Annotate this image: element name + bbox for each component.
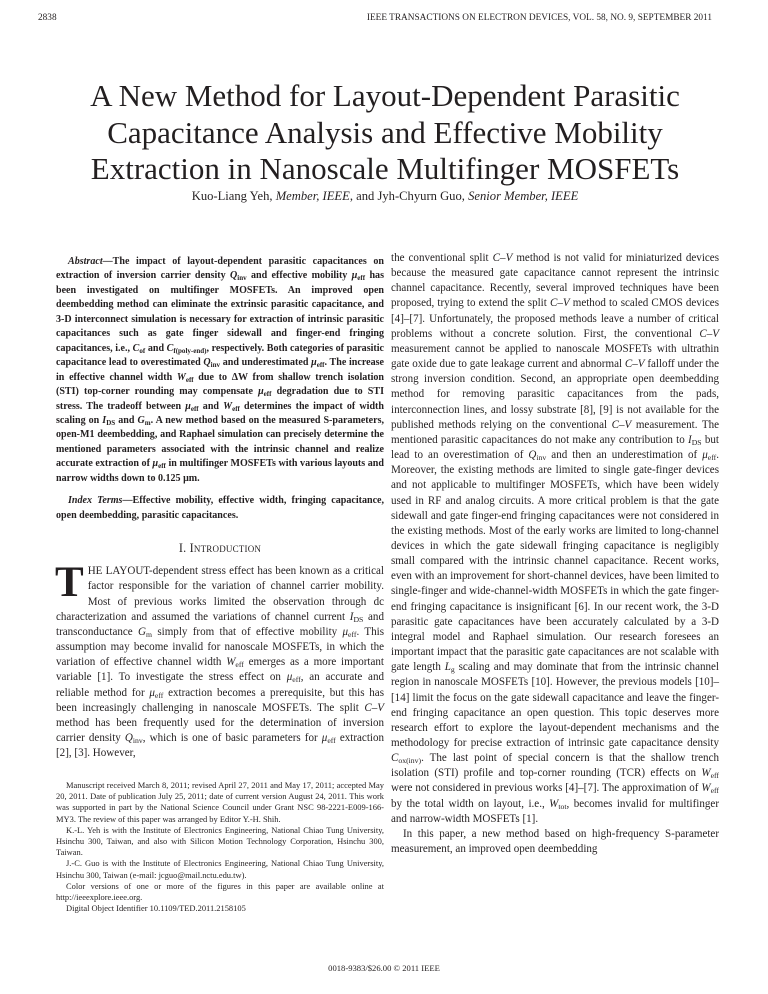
title-line: A New Method for Layout-Dependent Parasitic: [90, 78, 680, 113]
running-header: IEEE TRANSACTIONS ON ELECTRON DEVICES, VOL. 58, NO. 9, SEPTEMBER 2011: [366, 13, 712, 23]
abstract-label: Abstract: [68, 256, 103, 267]
copyright-line: 0018-9383/$26.00 © 2011 IEEE: [328, 963, 440, 973]
footnote: K.-L. Yeh is with the Institute of Electronics Engineering, National Chiao Tung University, Hsinchu 300, Taiwan, and also with Silicon Motion Technology Corporation, Hsinchu 300, Taiwan.: [56, 824, 384, 858]
abstract-text: —The impact of layout-dependent parasitic capacitances on extraction of inversion carrier density $Q_{inv}$ and effective mobility $\mu_{eff}$ has been investigated on multifinger MOSFETs. An improved open deembedding method can eliminate the extrinsic parasitic capacitance, and 3-D interconnect simulation is necessary for extraction of intrinsic parasitic capacitances such as gate finger sidewall and finger-end fringing capacitances, i.e., $C_{of}$ and $C_{f(poly-end)}$, respectively. Both categories of parasitic capacitance lead to overestimated $Q_{inv}$ and underestimated $\mu_{eff}$. The increase in effective channel width $W_{eff}$ due to ΔW from shallow trench isolation (STI) top-corner rounding may compensate $\mu_{eff}$ degradation due to STI stress. The tradeoff between $\mu_{eff}$ and $W_{eff}$ determines the impact of width scaling on $I_{DS}$ and $G_m$. A new method based on the measured S-parameters, open-M1 deembedding, and Raphael simulation can precisely determine the mentioned parameters associated with the intrinsic channel and realize accurate extraction of $\mu_{eff}$ in multifinger MOSFETs with various layouts and narrow widths down to 0.125 μm.: [56, 256, 385, 484]
abstract: [56, 255, 384, 486]
drop-cap: T: [55, 559, 84, 607]
footnote: Digital Object Identifier 10.1109/TED.2011.2158105: [66, 903, 246, 914]
paper-title: [60, 78, 710, 188]
footnote: J.-C. Guo is with the Institute of Electronics Engineering, National Chiao Tung University, Hsinchu 300, Taiwan (e-mail: jcguo@mail.nctu.edu.tw).: [56, 858, 384, 880]
section-heading: [56, 541, 384, 556]
author-name: Jyh-Chyurn Guo,: [377, 189, 465, 203]
footnote: Color versions of one or more of the figures in this paper are available online at http://ieeexplore.ieee.org.: [56, 880, 384, 903]
author-role: Member, IEEE: [275, 189, 350, 203]
intro-text: HE LAYOUT-dependent stress effect has been known as a critical factor responsible for the variation of channel carrier mobility. Most of previous works limited the observation through dc characterization and assumed the variations of channel current $I_{DS}$ and transconductance $G_m$ simply from that of effective mobility $\mu_{eff}$. This assumption may become invalid for nanoscale MOSFETs, in which the variation of effective channel width $W_{eff}$ emerges as a more important variable [1]. To investigate the stress effect on $\mu_{eff}$, an accurate and reliable method for $\mu_{eff}$ extraction becomes a prerequisite, but this has been increasingly challenging in nanoscale MOSFETs. The split C–V method has been frequently used for the determination of inversion carrier density $Q_{inv}$, which is one of basic parameters for $\mu_{eff}$ extraction [2], [3]. However,: [56, 565, 385, 760]
section-title: Introduction: [189, 541, 262, 556]
index-terms-text: —Effective mobility, effective width, fringing capacitance, open deembedding, parasitic capacitances.: [56, 495, 384, 521]
left-column: [56, 255, 384, 761]
author-role: Senior Member, IEEE: [468, 189, 579, 203]
right-column: [391, 251, 719, 857]
footnote: Manuscript received March 8, 2011; revised April 27, 2011 and May 17, 2011; accepted May 20, 2011. Date of publication July 25, 2011; date of current version August 24, 2011. This work was supported in part by the National Science Council under Grant NSC 98-2221-E009-166-MY3. The review of this paper was arranged by Editor Y.-H. Shih.: [56, 780, 384, 824]
footnotes: [56, 780, 384, 914]
author-joiner: , and: [349, 189, 378, 203]
intro-paragraph: [55, 559, 385, 761]
author-line: [60, 189, 710, 204]
section-numeral: I.: [178, 541, 187, 556]
author-name: Kuo-Liang Yeh,: [191, 189, 273, 203]
title-line: Extraction in Nanoscale Multifinger MOSFETs: [90, 151, 680, 186]
index-terms-label: Index Terms: [68, 495, 123, 507]
body-paragraph: the conventional split C–V method is not valid for miniaturized devices because the measured gate capacitance cannot represent the intrinsic channel capacitance. Recently, several improved techniques have been proposed, trying to extend the split C–V method to scaled CMOS devices [4]–[7]. Unfortunately, the proposed methods leave a number of critical problems without a concrete solution. First, the conventional C–V measurement cannot be applied to nanoscale MOSFETs with ultrathin gate oxide due to gate leakage current and abnormal C–V falloff under the strong inversion condition. Second, an appropriate open deembedding method for removing parasitic capacitances from the pads, interconnection lines, and lossy substrate [8], [9] is not available for the published methods relying on the conventional C–V measurement. The mentioned parasitic capacitances do not make any contribution to $I_{DS}$ but lead to an overestimation of $Q_{inv}$ and then an underestimation of $\mu_{eff}$. Moreover, the existing methods are limited to single gate-finger devices and not applicable to multifinger MOSFETs, which have been widely used in RF and analog circuits. A more critical problem is that the gate sidewall and gate finger-end fringing capacitances were not considered in the existing methods. Most of the early works are limited to long-channel devices in which the gate sidewall fringing capacitance is negligibly small compared with the intrinsic channel capacitance. Recent works, even with an improvement for short-channel devices, have been limited to single-finger and wide-channel-width MOSFETs in which the gate finger-end fringing capacitance is insignificant [6]. In our recent work, the 3-D parasitic gate capacitances have been accurately calculated by a 3-D integral model and Raphael simulation. Our research foresees an important impact that the parasitic gate capacitances are not scalable with gate length $L_g$ scaling and may dominate that from the intrinsic channel region in nanoscale MOSFETs [10]. However, the previous models [10]–[14] limit the focus on the gate sidewall capacitance and leave the finger-end fringing capacitance an open question. This topic deserves more research effort to explore the layout-dependent mechanisms and the methodology for precise extraction of intrinsic gate capacitance density $C_{ox(inv)}$. The last point of special concern is that the shallow trench isolation (STI) profile and top-corner rounding (TCR) effects on $W_{eff}$ were not considered in previous works [4]–[7]. The approximation of $W_{eff}$ by the total width on layout, i.e., $W_{tot}$, becomes invalid for multifinger and narrow-width MOSFETs [1].: [391, 252, 720, 825]
body-paragraph: In this paper, a new method based on high-frequency S-parameter measurement, an improved open deembedding: [391, 827, 719, 856]
title-line: Capacitance Analysis and Effective Mobility: [107, 114, 663, 150]
index-terms: [56, 494, 384, 523]
page-number: 2838: [38, 13, 57, 23]
